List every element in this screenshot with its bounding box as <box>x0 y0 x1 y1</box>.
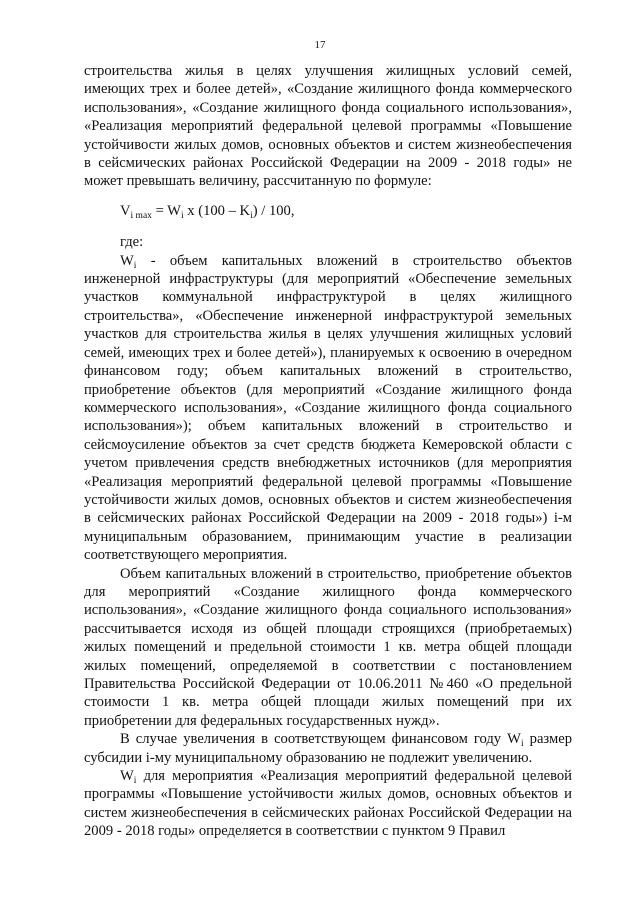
formula-w-subscript: i <box>180 210 184 221</box>
subsidy-increase-subscript: i <box>520 739 524 750</box>
formula-eq-w: = W <box>151 202 181 219</box>
formula-mid: x (100 – K <box>183 202 251 219</box>
wi-definition-text: - объем капитальных вложений в строительство объектов инженерной инфраструктуры (для мероприятий «Обеспечение земельных участков коммунальной инфраструктурой в целях жилищного строительства», «Обеспечение инженерной инфраструктурой земельных участков для строительства жилья в целях улучшения жилищных условий семей, имеющих трех и более детей»), планируемых к освоению в очередном финансовом году; объем капитальных вложений в строительство, приобретение объектов (для мероприятий «Создание жилищного фонда коммерческого использования», «Создание жилищного фонда социального использования»); объем капитальных вложений в строительство и сейсмоусиление объектов за счет средств бюджета Кемеровской области с учетом привлечения средств внебюджетных источников (для мероприятия «Реализация мероприятий федеральной целевой программы «Повышение устойчивости жилых домов, основных объектов и систем жизнеобеспечения в сейсмических районах Российской Федерации на 2009 - 2018 годы») i-м муниципальным образованием, принимающим участие в реализации соответствующего мероприятия. <box>84 252 572 564</box>
formula-k-subscript: i <box>250 210 253 221</box>
wi-seismic-subscript: i <box>133 776 137 787</box>
document-body <box>84 62 572 841</box>
wi-symbol: W <box>120 252 134 269</box>
formula-tail: ) / 100, <box>252 202 295 219</box>
paragraph-wi-definition <box>84 252 572 565</box>
paragraph-wi-seismic <box>84 767 572 841</box>
formula-v: V <box>120 202 131 219</box>
page-number: 17 <box>314 39 326 51</box>
paragraph-subsidy-increase <box>84 730 572 767</box>
formula-v-subscript: i max <box>130 210 152 221</box>
subsidy-increase-text-b: размер субсидии i-му муниципальному образованию не подлежит увеличению. <box>84 731 572 766</box>
wi-seismic-symbol: W <box>120 768 134 785</box>
paragraph-investment-volume: Объем капитальных вложений в строительство, приобретение объектов для мероприятий «Создание жилищного фонда коммерческого использования», «Создание жилищного фонда социального использования» рассчитывается исходя из общей площади строящихся (приобретаемых) жилых помещений и предельной стоимости 1 кв. метра общей площади жилых помещений, определяемой в соответствии с постановлением Правительства Российской Федерации от 10.06.2011 №460 «О предельной стоимости 1 кв. метра общей площади жилых помещений при их приобретении для федеральных государственных нужд». <box>84 565 572 729</box>
where-label: где: <box>120 234 144 251</box>
formula <box>84 202 572 220</box>
wi-seismic-text: для мероприятия «Реализация мероприятий федеральной целевой программы «Повышение устойчивости жилых домов, основных объектов и систем жизнеобеспечения в сейсмических районах Российской Федерации на 2009 - 2018 годы» определяется в соответствии с пунктом 9 Правил <box>84 768 572 840</box>
subsidy-increase-text-a: В случае увеличения в соответствующем финансовом году W <box>120 731 521 748</box>
wi-subscript: i <box>133 260 137 271</box>
paragraph-formula-intro: строительства жилья в целях улучшения жилищных условий семей, имеющих трех и более детей», «Создание жилищного фонда коммерческого использования», «Создание жилищного фонда социального использования», «Реализация мероприятий федеральной целевой программы «Повышение устойчивости жилых домов, основных объектов и систем жизнеобеспечения в сейсмических районах Российской Федерации на 2009 - 2018 годы» не может превышать величину, рассчитанную по формуле: <box>84 63 572 190</box>
